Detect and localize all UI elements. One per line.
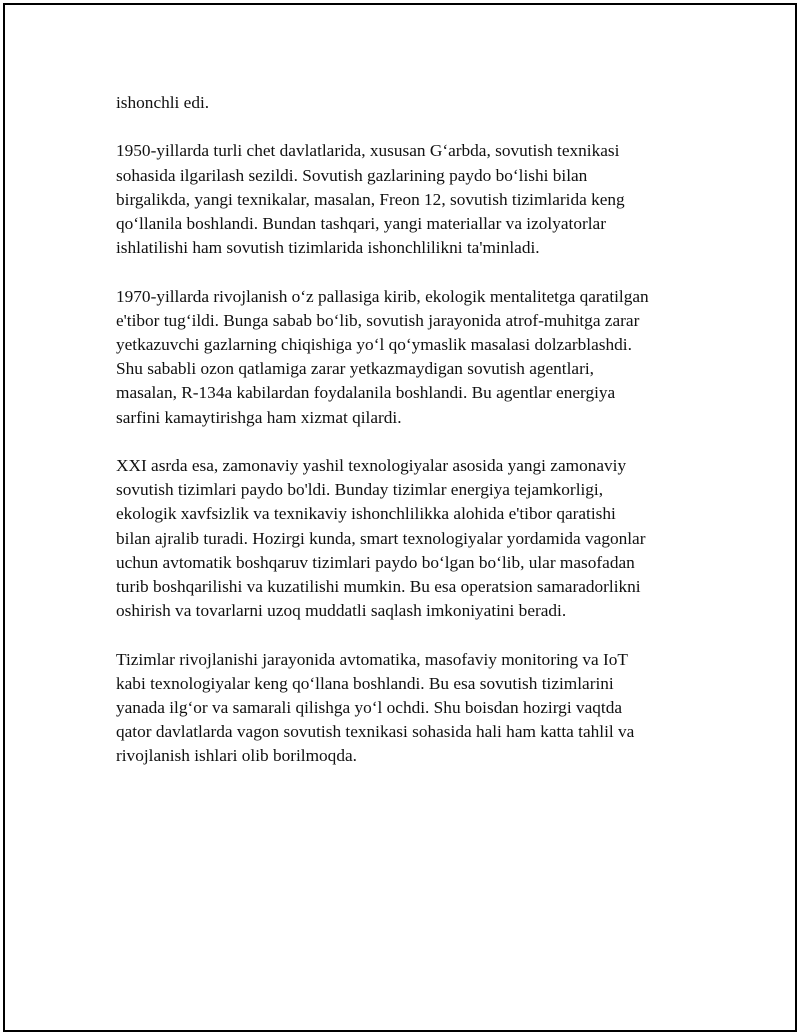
- text-line: yanada ilg‘or va samarali qilishga yo‘l ochdi. Shu boisdan hozirgi vaqtda: [116, 698, 622, 718]
- document-body: [116, 91, 706, 793]
- paragraph: [116, 91, 706, 115]
- text-line: ekologik xavfsizlik va texnikaviy ishonchlilikka alohida e'tibor qaratishi: [116, 504, 616, 524]
- paragraph: [116, 285, 706, 430]
- text-line: bilan ajralib turadi. Hozirgi kunda, smart texnologiyalar yordamida vagonlar: [116, 528, 646, 548]
- text-line: masalan, R-134a kabilardan foydalanila boshlandi. Bu agentlar energiya: [116, 383, 616, 403]
- text-line: ishlatilishi ham sovutish tizimlarida ishonchlilikni ta'minladi.: [116, 238, 540, 258]
- text-line: e'tibor tug‘ildi. Bunga sabab bo‘lib, sovutish jarayonida atrof-muhitga zarar: [116, 310, 640, 330]
- text-line: Shu sababli ozon qatlamiga zarar yetkazmaydigan sovutish agentlari,: [116, 359, 594, 379]
- text-line: sovutish tizimlari paydo bo'ldi. Bunday tizimlar energiya tejamkorligi,: [116, 480, 604, 500]
- text-line: Tizimlar rivojlanishi jarayonida avtomatika, masofaviy monitoring va IoT: [116, 649, 628, 669]
- text-line: kabi texnologiyalar keng qo‘llana boshlandi. Bu esa sovutish tizimlarini: [116, 673, 614, 693]
- paragraph: [116, 648, 706, 769]
- paragraph: [116, 139, 706, 260]
- text-line: ishonchli edi.: [116, 93, 210, 112]
- text-line: 1970-yillarda rivojlanish o‘z pallasiga kirib, ekologik mentalitetga qaratilgan: [116, 286, 649, 306]
- text-line: rivojlanish ishlari olib borilmoqda.: [116, 746, 357, 766]
- text-line: sarfini kamaytirishga ham xizmat qilardi.: [116, 407, 402, 427]
- text-line: qo‘llanila boshlandi. Bundan tashqari, yangi materiallar va izolyatorlar: [116, 214, 606, 233]
- paragraph: [116, 454, 706, 623]
- text-line: XXI asrda esa, zamonaviy yashil texnologiyalar asosida yangi zamonaviy: [116, 456, 627, 475]
- text-line: qator davlatlarda vagon sovutish texnikasi sohasida hali ham katta tahlil va: [116, 722, 635, 742]
- text-line: birgalikda, yangi texnikalar, masalan, Freon 12, sovutish tizimlarida keng: [116, 189, 625, 209]
- text-line: uchun avtomatik boshqaruv tizimlari paydo bo‘lgan bo‘lib, ular masofadan: [116, 552, 635, 572]
- text-line: oshirish va tovarlarni uzoq muddatli saqlash imkoniyatini beradi.: [116, 601, 567, 621]
- text-line: sohasida ilgarilash sezildi. Sovutish gazlarining paydo bo‘lishi bilan: [116, 165, 588, 185]
- text-line: yetkazuvchi gazlarning chiqishiga yo‘l qo‘ymaslik masalasi dolzarblashdi.: [116, 335, 632, 354]
- text-line: turib boshqarilishi va kuzatilishi mumkin. Bu esa operatsion samaradorlikni: [116, 577, 641, 597]
- text-line: 1950-yillarda turli chet davlatlarida, xususan G‘arbda, sovutish texnikasi: [116, 141, 620, 161]
